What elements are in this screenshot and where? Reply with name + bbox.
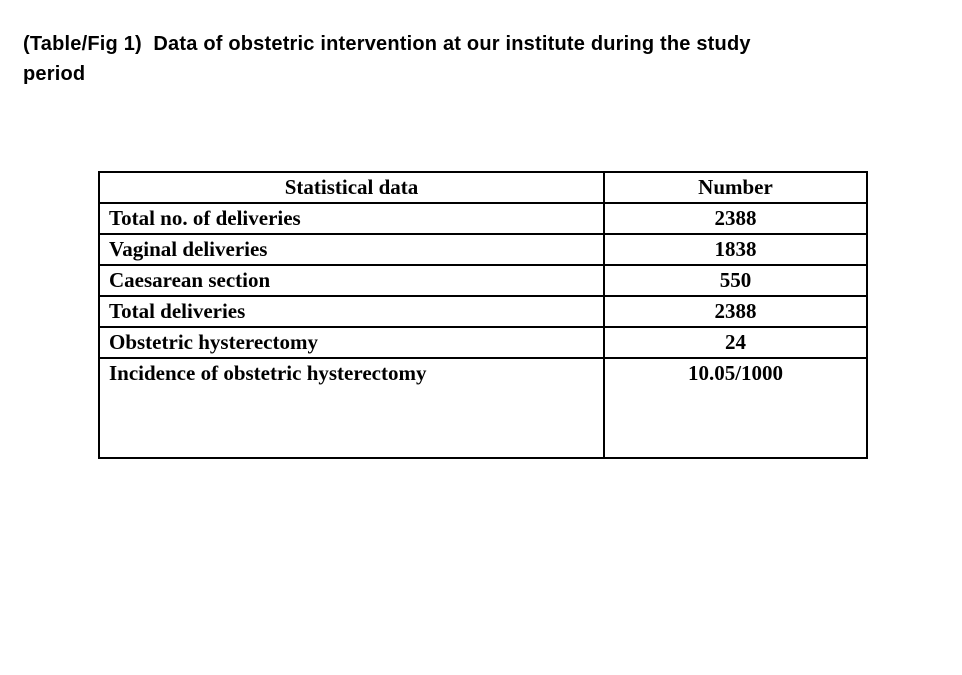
column-header-statistical-data: Statistical data bbox=[99, 172, 604, 203]
row-value: 2388 bbox=[604, 203, 867, 234]
table-row-total-deliveries bbox=[99, 296, 867, 327]
row-label: Total deliveries bbox=[99, 296, 604, 327]
table-row-obstetric-hysterectomy bbox=[99, 327, 867, 358]
table-row-caesarean-section bbox=[99, 265, 867, 296]
row-label: Caesarean section bbox=[99, 265, 604, 296]
row-value: 24 bbox=[604, 327, 867, 358]
row-label: Total no. of deliveries bbox=[99, 203, 604, 234]
table-row-incidence-of-obstetric-hysterectomy bbox=[99, 358, 867, 458]
table-row-vaginal-deliveries bbox=[99, 234, 867, 265]
obstetric-statistics-table bbox=[98, 171, 868, 459]
row-value: 10.05/1000 bbox=[604, 358, 867, 458]
row-label: Vaginal deliveries bbox=[99, 234, 604, 265]
row-value: 1838 bbox=[604, 234, 867, 265]
row-label: Obstetric hysterectomy bbox=[99, 327, 604, 358]
table-header-row bbox=[99, 172, 867, 203]
table-caption-line-1: (Table/Fig 1) Data of obstetric intervention at our institute during the study bbox=[23, 33, 751, 55]
row-value: 2388 bbox=[604, 296, 867, 327]
column-header-number: Number bbox=[604, 172, 867, 203]
row-value: 550 bbox=[604, 265, 867, 296]
row-label: Incidence of obstetric hysterectomy bbox=[99, 358, 604, 458]
table-row-total-no-of-deliveries bbox=[99, 203, 867, 234]
table-caption bbox=[23, 29, 913, 89]
table-caption-line-2: period bbox=[23, 63, 86, 85]
